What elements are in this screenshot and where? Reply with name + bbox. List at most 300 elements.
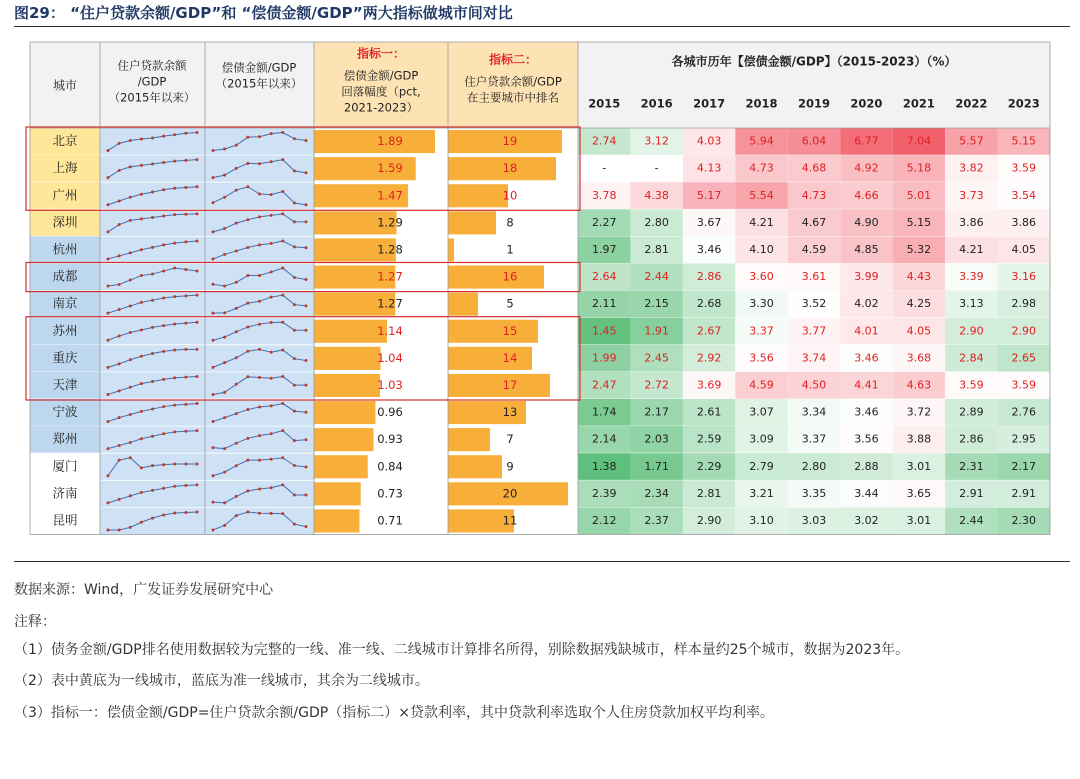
row-3-heat-value-2021: 5.01 <box>906 188 932 202</box>
row-8-ind1-bar <box>314 320 387 343</box>
row-11-debt-sparkline-point-6 <box>270 404 273 407</box>
row-9-loan-sparkline-point-7 <box>173 349 176 352</box>
row-6-heat-value-2015: 2.64 <box>591 270 617 284</box>
row-15-debt-sparkline-point-5 <box>258 512 261 515</box>
row-5-debt-sparkline-point-5 <box>258 243 261 246</box>
row-7-heat-value-2021: 4.25 <box>906 297 932 311</box>
row-10-loan-sparkline-point-3 <box>129 386 132 389</box>
row-8-heat-value-2019: 3.77 <box>801 324 827 338</box>
row-15-debt-sparkline-point-1 <box>212 528 215 531</box>
header-ind2-title: 指标二： <box>488 52 538 67</box>
row-6-loan-sparkline-point-1 <box>107 285 110 288</box>
row-3-debt-sparkline-point-2 <box>223 196 226 199</box>
row-15-heat-value-2019: 3.03 <box>801 513 827 527</box>
header-ind2-body-line-2: 在主要城市中排名 <box>467 90 559 105</box>
row-10-ind2-bar <box>448 374 550 397</box>
row-8-debt-sparkline-point-1 <box>212 339 215 342</box>
notes-label: 注释： <box>14 614 56 630</box>
row-12-debt-sparkline-point-7 <box>281 429 284 432</box>
row-4-loan-sparkline-point-6 <box>162 215 165 218</box>
row-1-loan-sparkline-point-7 <box>173 133 176 136</box>
row-1-ind1-value: 1.89 <box>377 134 403 149</box>
row-11-loan-sparkline-point-5 <box>151 408 154 411</box>
row-15-ind2-value: 11 <box>502 513 518 528</box>
row-2-heat-value-2022: 3.82 <box>959 161 984 175</box>
row-7-debt-sparkline-point-2 <box>223 311 226 314</box>
row-13-city-label: 厦门 <box>52 458 78 474</box>
row-9-debt-sparkline-point-4 <box>246 350 249 353</box>
row-14-heat-value-2016: 2.34 <box>644 486 669 500</box>
row-14-loan-sparkline-point-6 <box>162 487 165 490</box>
row-11-debt-sparkline-point-9 <box>305 411 308 414</box>
row-12-heat-value-2017: 2.59 <box>696 432 722 446</box>
row-15-heat-value-2017: 2.90 <box>696 513 722 527</box>
row-5-ind1-value: 1.28 <box>377 242 403 257</box>
row-6-heat-value-2022: 3.39 <box>959 270 984 284</box>
row-2-loan-sparkline-point-6 <box>162 161 165 164</box>
row-1-loan-sparkline-point-1 <box>107 149 110 152</box>
header-ind1-body-line-2: 回落幅度（pct, <box>341 84 421 99</box>
row-11-ind1-bar <box>314 401 375 424</box>
header-year-2023: 2023 <box>1007 96 1040 111</box>
row-7-ind2-value: 5 <box>506 296 514 311</box>
row-2-ind2-value: 18 <box>502 161 518 176</box>
row-2-debt-sparkline-point-8 <box>293 169 296 172</box>
row-4-loan-sparkline-point-2 <box>118 223 121 226</box>
row-12-heat-value-2021: 3.88 <box>906 432 932 446</box>
row-11-heat-value-2019: 3.34 <box>801 405 827 419</box>
row-9-debt-sparkline-point-3 <box>235 356 238 359</box>
row-6-ind2-bar <box>448 266 544 289</box>
row-13-heat-value-2023: 2.17 <box>1011 459 1037 473</box>
row-4-ind2-value: 8 <box>506 215 514 230</box>
row-13-debt-sparkline-point-6 <box>270 458 273 461</box>
row-11-heat-value-2015: 1.74 <box>591 405 617 419</box>
row-3-loan-sparkline-point-7 <box>173 187 176 190</box>
row-2-debt-sparkline-point-2 <box>223 174 226 177</box>
row-7-loan-sparkline-point-4 <box>140 301 143 304</box>
row-12-debt-sparkline-point-3 <box>235 442 238 445</box>
header-year-2019: 2019 <box>797 96 831 111</box>
row-4-heat-value-2019: 4.67 <box>801 215 827 229</box>
row-10-debt-sparkline-point-6 <box>270 377 273 380</box>
row-9-city-label: 重庆 <box>52 349 78 365</box>
row-10-heat-value-2016: 2.72 <box>644 378 669 392</box>
row-5-heat-value-2021: 5.32 <box>906 242 932 256</box>
row-1-ind1-bar <box>314 130 435 153</box>
row-4-loan-sparkline-point-1 <box>107 230 110 233</box>
row-6-ind1-value: 1.27 <box>377 269 403 284</box>
row-12-debt-sparkline-point-9 <box>305 438 308 441</box>
row-4-heat-value-2015: 2.27 <box>591 215 617 229</box>
row-13-loan-sparkline-point-8 <box>184 463 187 466</box>
row-8-loan-sparkline-point-5 <box>151 326 154 329</box>
row-6-loan-sparkline-point-4 <box>140 274 143 277</box>
row-13-debt-sparkline-point-8 <box>293 464 296 467</box>
row-1-loan-sparkline-point-4 <box>140 138 143 141</box>
header-ind2-body-line-1: 住户贷款余额/GDP <box>464 74 562 89</box>
row-9-debt-sparkline-point-1 <box>212 366 215 369</box>
row-12-debt-sparkline-point-8 <box>293 439 296 442</box>
row-10-debt-sparkline-point-2 <box>223 391 226 394</box>
row-5-loan-sparkline-point-7 <box>173 242 176 245</box>
row-2-loan-sparkline-point-3 <box>129 165 132 168</box>
row-6-debt-sparkline-point-6 <box>270 271 273 274</box>
row-1-loan-sparkline-point-9 <box>196 131 199 134</box>
row-4-debt-sparkline-point-2 <box>223 227 226 230</box>
row-12-heat-value-2018: 3.09 <box>749 432 774 446</box>
row-1-heat-value-2019: 6.04 <box>801 134 827 148</box>
row-13-loan-sparkline-point-9 <box>196 463 199 466</box>
row-5-loan-sparkline-point-2 <box>118 254 121 257</box>
row-13-loan-sparkline-point-4 <box>140 466 143 469</box>
row-9-debt-sparkline-point-2 <box>223 361 226 364</box>
row-15-loan-sparkline-point-5 <box>151 517 154 520</box>
row-12-heat-value-2020: 3.56 <box>854 432 879 446</box>
row-12-debt-sparkline-point-5 <box>258 434 261 437</box>
row-3-debt-sparkline-point-4 <box>246 185 249 188</box>
row-6-debt-sparkline-point-5 <box>258 274 261 277</box>
source-note: 数据来源：Wind，广发证券发展研究中心 <box>14 582 274 598</box>
row-10-loan-sparkline-point-6 <box>162 378 165 381</box>
row-12-heat-value-2022: 2.86 <box>959 432 984 446</box>
sparkline-column-bg <box>100 128 314 535</box>
header-ind1-body-line-3: 2021-2023） <box>343 100 419 115</box>
row-5-heat-value-2018: 4.10 <box>749 242 774 256</box>
row-3-ind2-value: 10 <box>502 188 518 203</box>
row-13-loan-sparkline-point-3 <box>129 456 132 459</box>
row-5-heat-value-2017: 3.46 <box>696 242 722 256</box>
row-9-loan-sparkline-point-2 <box>118 362 121 365</box>
row-7-heat-value-2023: 2.98 <box>1011 297 1037 311</box>
row-10-loan-sparkline-point-2 <box>118 389 121 392</box>
row-5-heat-value-2022: 4.21 <box>959 242 984 256</box>
row-14-debt-sparkline-point-7 <box>281 483 284 486</box>
row-15-debt-sparkline-point-2 <box>223 524 226 527</box>
row-6-heat-value-2023: 3.16 <box>1011 270 1037 284</box>
row-4-heat-value-2022: 3.86 <box>959 215 984 229</box>
row-6-loan-sparkline-point-6 <box>162 270 165 273</box>
row-12-loan-sparkline-point-6 <box>162 432 165 435</box>
row-4-debt-sparkline-point-3 <box>235 222 238 225</box>
row-13-debt-sparkline-point-4 <box>246 459 249 462</box>
row-3-debt-sparkline-point-8 <box>293 202 296 205</box>
row-4-heat-value-2016: 2.80 <box>644 215 669 229</box>
row-10-debt-sparkline-point-4 <box>246 375 249 378</box>
row-13-heat-value-2019: 2.80 <box>801 459 827 473</box>
row-15-loan-sparkline-point-6 <box>162 514 165 517</box>
row-6-debt-sparkline-point-7 <box>281 267 284 270</box>
row-14-heat-value-2020: 3.44 <box>854 486 879 500</box>
row-2-city-label: 上海 <box>52 160 78 176</box>
row-1-heat-value-2018: 5.94 <box>749 134 774 148</box>
row-4-debt-sparkline-point-4 <box>246 218 249 221</box>
row-1-heat-value-2017: 4.03 <box>696 134 722 148</box>
row-3-loan-sparkline-point-8 <box>184 186 187 189</box>
row-11-heat-value-2023: 2.76 <box>1011 405 1037 419</box>
row-11-heat-value-2022: 2.89 <box>959 405 984 419</box>
header-year-2018: 2018 <box>745 96 778 111</box>
row-15-loan-sparkline-point-3 <box>129 526 132 529</box>
row-10-loan-sparkline-point-5 <box>151 380 154 383</box>
row-5-debt-sparkline-point-2 <box>223 253 226 256</box>
row-15-ind1-bar <box>314 509 359 532</box>
row-14-debt-sparkline-point-5 <box>258 487 261 490</box>
row-7-ind1-value: 1.27 <box>377 296 403 311</box>
row-8-debt-sparkline-point-7 <box>281 321 284 324</box>
row-14-debt-sparkline-point-2 <box>223 501 226 504</box>
row-3-debt-sparkline-point-7 <box>281 190 284 193</box>
row-8-city-label: 苏州 <box>52 322 78 338</box>
row-13-loan-sparkline-point-5 <box>151 464 154 467</box>
row-15-debt-sparkline-point-9 <box>305 525 308 528</box>
row-10-ind2-value: 17 <box>502 377 518 392</box>
row-15-debt-sparkline-point-8 <box>293 523 296 526</box>
row-13-heat-value-2017: 2.29 <box>696 459 722 473</box>
row-14-ind2-value: 20 <box>502 486 518 501</box>
row-3-heat-value-2018: 5.54 <box>749 188 774 202</box>
row-3-loan-sparkline-point-9 <box>196 185 199 188</box>
row-7-debt-sparkline-point-9 <box>305 304 308 307</box>
row-9-heat-value-2019: 3.74 <box>801 351 827 365</box>
row-10-debt-sparkline-point-1 <box>212 393 215 396</box>
row-3-loan-sparkline-point-4 <box>140 193 143 196</box>
row-6-heat-value-2017: 2.86 <box>696 270 722 284</box>
row-3-loan-sparkline-point-3 <box>129 196 132 199</box>
row-1-debt-sparkline-point-4 <box>246 136 249 139</box>
row-14-heat-value-2021: 3.65 <box>906 486 932 500</box>
row-11-debt-sparkline-point-5 <box>258 406 261 409</box>
row-12-heat-value-2016: 2.03 <box>644 432 669 446</box>
figure-title: 图29： “住户贷款余额/GDP”和 “偿债金额/GDP”两大指标做城市间对比 <box>14 4 513 22</box>
row-14-heat-value-2022: 2.91 <box>959 486 984 500</box>
row-1-city-label: 北京 <box>52 133 78 149</box>
row-7-loan-sparkline-point-1 <box>107 312 110 315</box>
row-10-heat-value-2017: 3.69 <box>696 378 722 392</box>
row-5-city-label: 杭州 <box>52 241 78 257</box>
row-7-loan-sparkline-point-9 <box>196 294 199 297</box>
row-14-heat-value-2017: 2.81 <box>696 486 722 500</box>
row-2-debt-sparkline-point-4 <box>246 162 249 165</box>
row-8-heat-value-2016: 1.91 <box>644 324 669 338</box>
row-5-ind2-bar <box>448 238 454 261</box>
row-9-heat-value-2022: 2.84 <box>959 351 984 365</box>
row-4-debt-sparkline-point-8 <box>293 220 296 223</box>
row-8-debt-sparkline-point-6 <box>270 321 273 324</box>
row-9-heat-value-2015: 1.99 <box>591 351 617 365</box>
row-6-debt-sparkline-point-4 <box>246 274 249 277</box>
row-8-debt-sparkline-point-2 <box>223 336 226 339</box>
row-9-ind2-value: 14 <box>502 350 518 365</box>
row-8-debt-sparkline-point-4 <box>246 325 249 328</box>
row-4-ind1-value: 1.29 <box>377 215 403 230</box>
header-ind1-body-line-1: 偿债金额/GDP <box>343 68 419 83</box>
row-2-debt-sparkline-point-5 <box>258 162 261 165</box>
row-10-heat-value-2015: 2.47 <box>591 378 617 392</box>
row-6-loan-sparkline-point-9 <box>196 270 199 273</box>
row-8-ind1-value: 1.14 <box>377 323 403 338</box>
row-1-heat-value-2022: 5.57 <box>959 134 984 148</box>
row-11-loan-sparkline-point-2 <box>118 416 121 419</box>
row-11-loan-sparkline-point-3 <box>129 413 132 416</box>
row-9-loan-sparkline-point-6 <box>162 350 165 353</box>
row-11-debt-sparkline-point-2 <box>223 416 226 419</box>
row-13-loan-sparkline-point-6 <box>162 463 165 466</box>
row-7-heat-value-2015: 2.11 <box>591 297 617 311</box>
row-15-heat-value-2015: 2.12 <box>591 513 617 527</box>
row-1-debt-sparkline-point-8 <box>293 137 296 140</box>
row-11-debt-sparkline-point-8 <box>293 410 296 413</box>
row-9-heat-value-2017: 2.92 <box>696 351 722 365</box>
row-10-loan-sparkline-point-9 <box>196 375 199 378</box>
row-10-heat-value-2023: 3.59 <box>1011 378 1037 392</box>
row-9-heat-value-2021: 3.68 <box>906 351 932 365</box>
row-10-heat-value-2021: 4.63 <box>906 378 932 392</box>
row-12-ind1-bar <box>314 428 374 451</box>
row-13-loan-sparkline-point-1 <box>107 474 110 477</box>
row-9-ind1-bar <box>314 347 381 370</box>
row-7-debt-sparkline-point-3 <box>235 307 238 310</box>
header-year-2022: 2022 <box>955 96 988 111</box>
row-13-loan-sparkline-point-7 <box>173 463 176 466</box>
row-2-loan-sparkline-point-1 <box>107 176 110 179</box>
row-8-debt-sparkline-point-5 <box>258 323 261 326</box>
row-2-loan-sparkline-point-9 <box>196 158 199 161</box>
row-5-loan-sparkline-point-5 <box>151 246 154 249</box>
row-2-heat-value-2020: 4.92 <box>854 161 879 175</box>
row-2-ind1-value: 1.59 <box>377 161 403 176</box>
row-9-heat-value-2018: 3.56 <box>749 351 774 365</box>
row-6-debt-sparkline-point-3 <box>235 281 238 284</box>
row-3-ind1-value: 1.47 <box>377 188 403 203</box>
row-6-loan-sparkline-point-7 <box>173 267 176 270</box>
row-9-debt-sparkline-point-9 <box>305 359 308 362</box>
row-14-loan-sparkline-point-3 <box>129 494 132 497</box>
row-10-debt-sparkline-point-3 <box>235 383 238 386</box>
row-14-loan-sparkline-point-8 <box>184 484 187 487</box>
row-15-loan-sparkline-point-2 <box>118 528 121 531</box>
row-14-ind1-value: 0.73 <box>377 486 403 501</box>
row-1-ind2-value: 19 <box>502 134 518 149</box>
row-1-debt-sparkline-point-2 <box>223 147 226 150</box>
header-loan-gdp-line-1: 住户贷款余额 <box>117 58 187 73</box>
header-year-2021: 2021 <box>902 96 935 111</box>
row-11-heat-value-2017: 2.61 <box>696 405 722 419</box>
row-14-debt-sparkline-point-9 <box>305 494 308 497</box>
row-10-ind1-bar <box>314 374 380 397</box>
row-14-debt-sparkline-point-3 <box>235 495 238 498</box>
row-6-loan-sparkline-point-5 <box>151 273 154 276</box>
row-8-heat-value-2017: 2.67 <box>696 324 722 338</box>
row-1-loan-sparkline-point-3 <box>129 139 132 142</box>
row-2-heat-value-2023: 3.59 <box>1011 161 1037 175</box>
row-7-heat-value-2019: 3.52 <box>801 297 827 311</box>
note-3: （3）指标一：偿债金额/GDP=住户贷款余额/GDP（指标二）×贷款利率，其中贷款利率选取个人住房贷款加权平均利率。 <box>14 705 774 721</box>
row-8-heat-value-2015: 1.45 <box>591 324 617 338</box>
row-4-debt-sparkline-point-5 <box>258 215 261 218</box>
row-1-debt-sparkline-point-7 <box>281 131 284 134</box>
row-5-debt-sparkline-point-8 <box>293 245 296 248</box>
row-11-heat-value-2016: 2.17 <box>644 405 669 419</box>
row-3-debt-sparkline-point-3 <box>235 189 238 192</box>
row-2-loan-sparkline-point-4 <box>140 164 143 167</box>
row-10-city-label: 天津 <box>52 376 78 392</box>
row-1-heat-value-2021: 7.04 <box>906 134 932 148</box>
row-9-ind1-value: 1.04 <box>377 350 403 365</box>
note-2: （2）表中黄底为一线城市，蓝底为准一线城市，其余为二线城市。 <box>14 673 429 689</box>
note-1: （1）债务金额/GDP排名使用数据较为完整的一线、准一线、二线城市计算排名所得，别除数据残缺城市，样本量约25个城市，数据为2023年。 <box>14 642 910 658</box>
row-4-loan-sparkline-point-5 <box>151 216 154 219</box>
row-12-ind1-value: 0.93 <box>377 432 403 447</box>
row-1-heat-value-2020: 6.77 <box>854 134 879 148</box>
row-3-heat-value-2023: 3.54 <box>1011 188 1037 202</box>
row-10-loan-sparkline-point-1 <box>107 393 110 396</box>
row-7-heat-value-2020: 4.02 <box>854 297 879 311</box>
row-9-debt-sparkline-point-7 <box>281 348 284 351</box>
row-3-loan-sparkline-point-1 <box>107 203 110 206</box>
row-3-city-label: 广州 <box>52 187 78 203</box>
row-1-debt-sparkline-point-9 <box>305 139 308 142</box>
row-6-heat-value-2021: 4.43 <box>906 270 932 284</box>
row-14-debt-sparkline-point-1 <box>212 501 215 504</box>
row-1-heat-value-2023: 5.15 <box>1011 134 1037 148</box>
header-year-2020: 2020 <box>850 96 883 111</box>
row-7-loan-sparkline-point-5 <box>151 299 154 302</box>
row-10-debt-sparkline-point-7 <box>281 375 284 378</box>
row-2-debt-sparkline-point-7 <box>281 158 284 161</box>
row-8-ind2-bar <box>448 320 538 343</box>
row-8-heat-value-2018: 3.37 <box>749 324 774 338</box>
row-8-loan-sparkline-point-6 <box>162 324 165 327</box>
row-15-ind1-value: 0.71 <box>377 513 403 528</box>
row-12-loan-sparkline-point-2 <box>118 444 121 447</box>
row-7-loan-sparkline-point-7 <box>173 295 176 298</box>
row-12-loan-sparkline-point-9 <box>196 429 199 432</box>
row-8-loan-sparkline-point-7 <box>173 322 176 325</box>
row-15-loan-sparkline-point-1 <box>107 528 110 531</box>
row-3-loan-sparkline-point-6 <box>162 188 165 191</box>
header-loan-gdp-line-2: /GDP <box>137 74 167 89</box>
row-5-heat-value-2020: 4.85 <box>854 242 879 256</box>
row-10-debt-sparkline-point-5 <box>258 376 261 379</box>
row-4-loan-sparkline-point-4 <box>140 217 143 220</box>
row-11-city-label: 宁波 <box>52 404 78 420</box>
row-7-debt-sparkline-point-1 <box>212 312 215 315</box>
row-13-debt-sparkline-point-5 <box>258 459 261 462</box>
row-3-heat-value-2020: 4.66 <box>854 188 879 202</box>
notes-block <box>14 574 1070 729</box>
row-14-loan-sparkline-point-5 <box>151 489 154 492</box>
row-2-loan-sparkline-point-7 <box>173 160 176 163</box>
row-1-loan-sparkline-point-5 <box>151 136 154 139</box>
row-5-loan-sparkline-point-9 <box>196 239 199 242</box>
row-14-heat-value-2018: 3.21 <box>749 486 774 500</box>
row-6-heat-value-2020: 3.99 <box>854 270 879 284</box>
row-5-debt-sparkline-point-7 <box>281 239 284 242</box>
row-12-ind2-value: 7 <box>506 432 514 447</box>
row-3-heat-value-2017: 5.17 <box>696 188 722 202</box>
header-ind1-title: 指标一： <box>356 46 406 61</box>
row-5-heat-value-2019: 4.59 <box>801 242 827 256</box>
row-4-loan-sparkline-point-9 <box>196 212 199 215</box>
row-8-debt-sparkline-point-3 <box>235 330 238 333</box>
row-5-debt-sparkline-point-1 <box>212 257 215 260</box>
row-8-loan-sparkline-point-2 <box>118 334 121 337</box>
row-13-debt-sparkline-point-1 <box>212 474 215 477</box>
row-7-heat-value-2022: 3.13 <box>959 297 984 311</box>
row-8-loan-sparkline-point-3 <box>129 331 132 334</box>
row-14-heat-value-2019: 3.35 <box>801 486 827 500</box>
